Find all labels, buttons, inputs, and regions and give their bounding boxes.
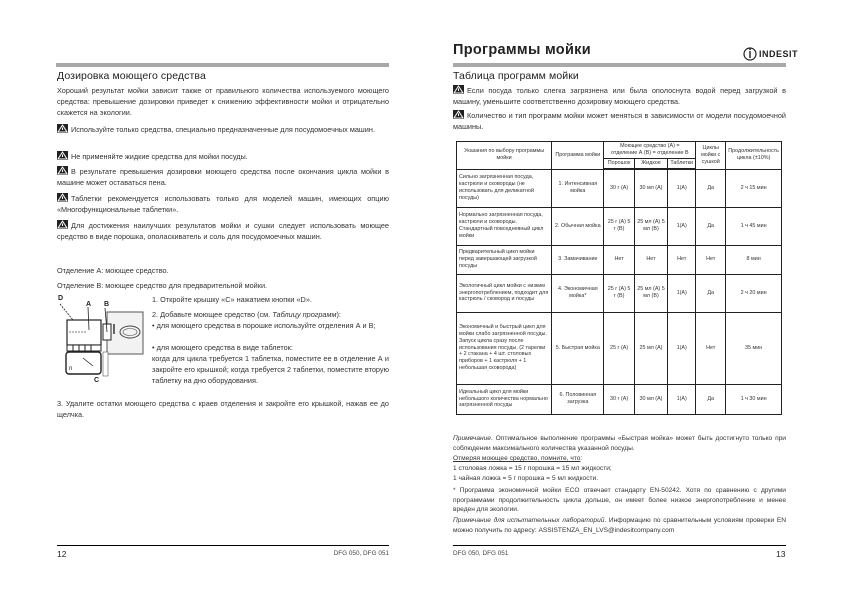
step-3: 3. Удалите остатки моющего средства с краев отделения и закройте его крышкой, нажав ее до щелчка. xyxy=(57,399,389,420)
label-c: C xyxy=(94,377,100,384)
warning-paragraph: Таблетки рекомендуется использовать только для моделей машин, имеющих опцию «Многофункциональные таблетки». xyxy=(57,194,389,215)
warning-icon xyxy=(57,193,68,202)
warning-icon xyxy=(57,124,68,133)
label-d: D xyxy=(58,295,64,302)
header-program: Программа мойки xyxy=(552,142,604,170)
table-row: Нормально загрязненная посуда, кастрюли и сковороды. Стандартный повседневный цикл мойки 2. Обычная мойка 25 г (А) 5 г (В) 25 мл (А) 5 мл (В) 1(А) Да 1 ч 45 мин xyxy=(457,207,782,245)
model-label: DFG 050, DFG 051 xyxy=(453,550,509,557)
dispenser-diagram xyxy=(55,292,150,387)
bullet-tablets-detail: когда для цикла требуется 1 таблетка, поместите ее в отделение А и закройте его крышкой; когда требуется 2 таблетки, поместите вторую таблетку на дно оборудования. xyxy=(152,354,389,386)
warning-paragraph: Не применяйте жидкие средства для мойки посуды. xyxy=(57,151,389,162)
warning-paragraph: Используйте только средства, специально предназначенные для посудомоечных машин. xyxy=(57,124,389,135)
header-rule xyxy=(56,63,389,67)
model-label: DFG 050, DFG 051 xyxy=(333,550,389,557)
right-page xyxy=(421,0,842,595)
measure-title: Отмеряя моющее средство, помните, что: xyxy=(453,455,583,462)
warning-paragraph: Если посуда только слегка загрязнена или была ополоснута водой перед загрузкой в машину, уменьшите соответственно дозировку моющего средства. xyxy=(453,86,786,107)
compartment-b-text: Отделение В: моющее средство для предварительной мойки. xyxy=(57,281,268,290)
page-title: Программы мойки xyxy=(453,42,591,58)
warning-icon xyxy=(57,151,68,160)
footer-rule xyxy=(57,545,389,546)
warning-icon xyxy=(453,110,464,119)
header-drying: Циклы мойки с сушкой xyxy=(696,142,726,170)
section-title: Таблица программ мойки xyxy=(453,70,579,82)
bullet-tablets: • для моющего средства в виде таблеток: xyxy=(152,343,293,352)
label-a: A xyxy=(86,301,92,308)
table-row: Экологичный цикл мойки с низким энергопотреблением, подходит для кастрюль / сковород и посуды 4. Экономичная мойка* 25 г (А) 5 г (В) 25 мл (А) 5 мл (В) 1(А) Да 2 ч 20 мин xyxy=(457,274,782,312)
header-powder: Порошок xyxy=(604,159,634,170)
warning-icon xyxy=(57,220,68,229)
step-2: 2. Добавьте моющее средство (см. Таблицу программ): xyxy=(152,310,341,319)
lab-note: Примечание для испытательных лабораторий. Информацию по сравнительным условиям проверки EN можно получить по адресу: ASSISTENZA_EN_LVS@indesitcompany.com xyxy=(453,517,786,534)
indesit-logo-icon xyxy=(743,47,757,61)
header-tablets: Таблетки xyxy=(668,159,696,170)
eco-note: * Программа экономичной мойки ECO отвечает стандарту EN-50242. Хотя по сравнению с другими программами продолжительность цикла дольше, он имеет более низкое энергопотребление и менее вреден для экологии. xyxy=(453,487,786,513)
warning-icon xyxy=(453,85,464,94)
section-title: Дозировка моющего средства xyxy=(57,70,206,82)
page-number: 12 xyxy=(57,549,67,559)
warning-paragraph: Количество и тип программ мойки может меняться в зависимости от модели посудомоечной машины. xyxy=(453,111,786,132)
header-guide: Указания по выбору программы мойки xyxy=(457,142,552,170)
header-liquid: Жидкое xyxy=(634,159,668,170)
program-table xyxy=(456,141,782,415)
intro-paragraph: Хороший результат мойки зависит также от правильного количества используемого моющего средства: превышение дозировки приведет к снижению эффективности мойки и отрицательно скажется на экологии. xyxy=(57,86,389,118)
brand-name: INDESIT xyxy=(759,49,799,59)
table-row: Предварительный цикл мойки перед завершающей загрузкой посуды 3. Замачивание Нет Нет Нет Нет 8 мин xyxy=(457,245,782,274)
table-row: Экономичный и быстрый цикл для мойки слабо загрязненной посуды. Запуск цикла сразу после использования посуды. (2 тарелки + 2 стакана + 4 шт. столовых приборов + 1 кастрюля + 1 небольшая сковорода) 5. Быстрая мойка 25 г (А) 25 мл (А) 1(А) Нет 35 мин xyxy=(457,312,782,384)
footer-rule xyxy=(453,545,786,546)
header-duration: Продолжительность цикла (±10%) xyxy=(726,142,782,170)
bullet-powder: • для моющего средства в порошке используйте отделения А и В; xyxy=(152,321,376,330)
note-paragraph: Примечание. Оптимальное выполнение программы «Быстрая мойка» может быть достигнуто только при соблюдении максимального количества указанной посуды. xyxy=(453,435,786,452)
warning-paragraph: В результате превышения дозировки моющего средства после окончания цикла мойки в машине может оставаться пена. xyxy=(57,167,389,188)
step-1: 1. Откройте крышку «С» нажатием кнопки «D». xyxy=(152,295,312,304)
compartment-a-text: Отделение А: моющее средство. xyxy=(57,266,169,275)
warning-paragraph: Для достижения наилучших результатов мойки и сушки следует использовать моющее средство в виде порошка, ополаскиватель и соль для посудомоечных машин. xyxy=(57,221,389,242)
svg-text:n: n xyxy=(69,366,73,372)
measure-line: 1 чайная ложка = 5 г порошка = 5 мл жидкости. xyxy=(453,475,599,482)
table-row: Сильно загрязненная посуда, кастрюли и сковороды (не использовать для деликатной посуды) 1. Интенсивная мойка 30 г (А) 30 мл (А) 1(А) Да 2 ч 15 мин xyxy=(457,169,782,207)
header-detergent: Моющее средство (А) = отделение А (В) = отделение В xyxy=(604,142,696,159)
warning-icon xyxy=(57,166,68,175)
page-number: 13 xyxy=(776,549,786,559)
label-b: B xyxy=(104,301,110,308)
table-row: Идеальный цикл для мойки небольшого количества нормально загрязненной посуды 6. Половинная загрузка 30 г (А) 30 мл (А) 1(А) Да 1 ч 30 мин xyxy=(457,384,782,414)
brand-logo xyxy=(743,47,798,61)
header-rule xyxy=(453,63,786,67)
measure-line: 1 столовая ложка = 15 г порошка = 15 мл жидкости; xyxy=(453,465,612,472)
